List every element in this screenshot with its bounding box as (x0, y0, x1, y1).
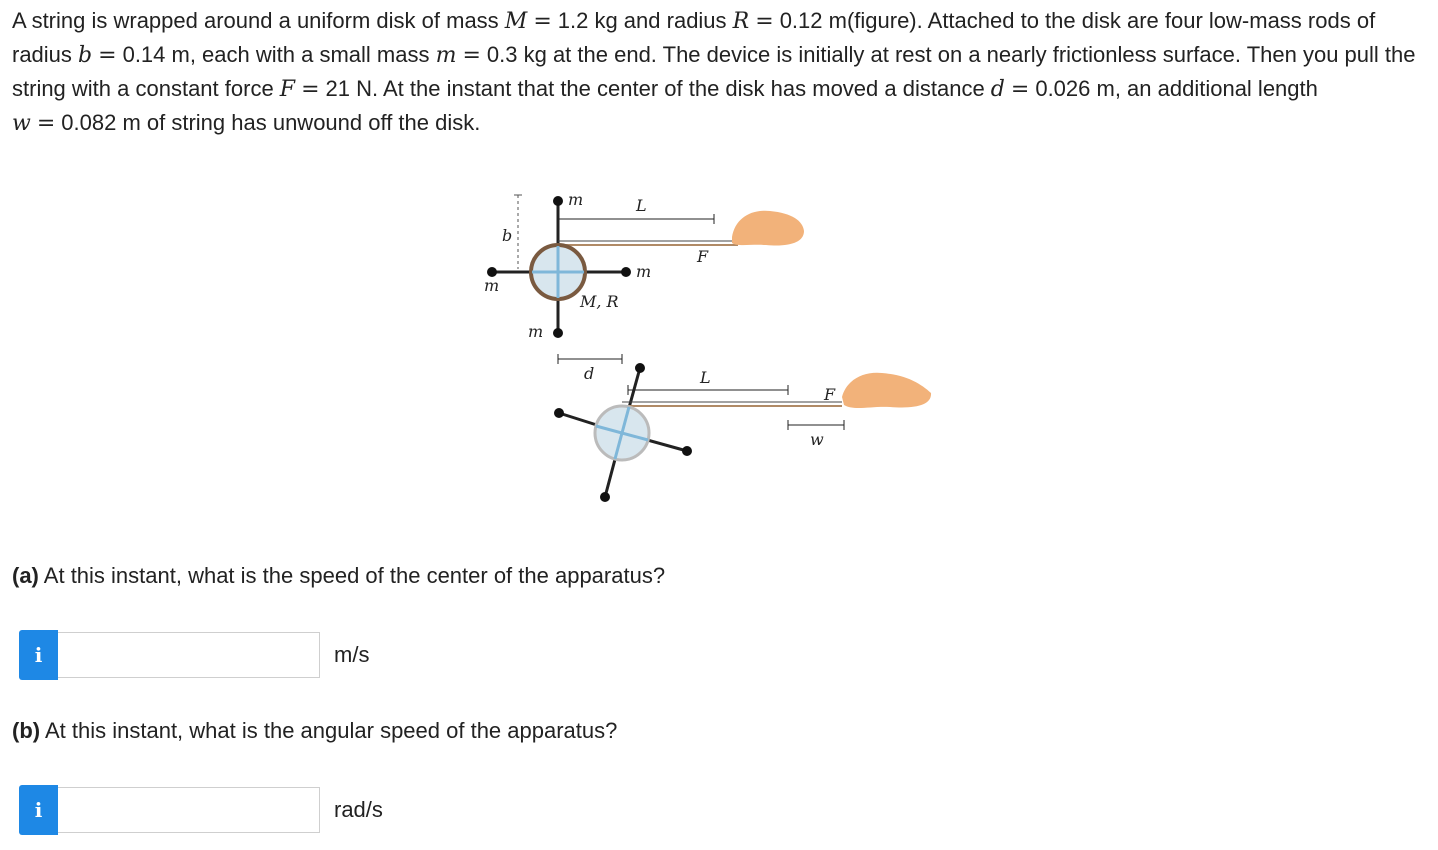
info-icon[interactable]: i (19, 630, 58, 680)
problem-text-part: 0.026 m, an additional length (1035, 76, 1318, 101)
label-d: d (584, 364, 595, 383)
label-b: b (502, 226, 513, 245)
label-F: F (824, 385, 836, 404)
problem-text-part: A string is wrapped around a uniform disk of mass (12, 8, 505, 33)
point-mass (682, 446, 692, 456)
point-mass (635, 363, 645, 373)
initial-apparatus (484, 190, 804, 341)
label-m: m (636, 262, 652, 281)
symbol-M: M (504, 9, 528, 34)
equals-sign: = (36, 111, 56, 136)
label-m: m (528, 322, 544, 341)
problem-text-part: 1.2 kg and radius (557, 8, 733, 33)
answer-b-input[interactable] (58, 787, 320, 833)
label-MR: M, R (580, 292, 619, 311)
problem-text-part: 21 N. At the instant that the center of the disk has moved a distance (325, 76, 991, 101)
point-mass (621, 267, 631, 277)
answer-row-b (19, 785, 383, 835)
symbol-d: d (990, 77, 1005, 102)
equals-sign: = (755, 9, 774, 34)
question-b-label: (b) (12, 718, 41, 743)
problem-text-part: 0.082 m of string has unwound off the disk. (61, 110, 481, 135)
d-dimension (558, 354, 622, 383)
problem-text-part: 0.12 m(figure). Attached to the disk are four low-mass rods of radius (12, 8, 1376, 67)
label-m: m (484, 276, 500, 295)
question-a (12, 563, 665, 589)
equals-sign: = (301, 77, 320, 102)
symbol-b: b (78, 43, 93, 68)
displaced-apparatus (554, 363, 931, 502)
question-b-text: At this instant, what is the angular speed of the apparatus? (40, 718, 618, 743)
answer-row-a (19, 630, 369, 680)
info-icon[interactable]: i (19, 785, 58, 835)
point-mass (553, 328, 563, 338)
equals-sign: = (1010, 77, 1030, 102)
point-mass (600, 492, 610, 502)
question-a-text: At this instant, what is the speed of the center of the apparatus? (38, 563, 666, 588)
question-b (12, 718, 617, 744)
equals-sign: = (98, 43, 117, 68)
equals-sign: = (462, 43, 481, 68)
equals-sign: = (533, 9, 552, 34)
label-w: w (810, 430, 824, 449)
label-m: m (568, 190, 584, 209)
symbol-m: m (435, 43, 457, 68)
unit-label-b: rad/s (334, 797, 383, 822)
symbol-F: F (279, 77, 296, 102)
problem-text (12, 4, 1422, 140)
label-L: L (700, 368, 711, 387)
point-mass (553, 196, 563, 206)
hand-illustration (842, 373, 931, 408)
answer-a-input[interactable] (58, 632, 320, 678)
point-mass (554, 408, 564, 418)
problem-text-part: 0.3 kg at the end. The device is initially at rest on a nearly frictionless surface. Then you pull the string with a constant force (12, 42, 1416, 101)
label-F: F (697, 247, 709, 266)
problem-text-part: 0.14 m, each with a small mass (122, 42, 436, 67)
hand-illustration (732, 211, 804, 246)
question-a-label: (a) (12, 563, 39, 588)
symbol-R: R (732, 9, 750, 34)
apparatus-figure (470, 185, 940, 515)
label-L: L (636, 196, 647, 215)
unit-label-a: m/s (334, 642, 370, 667)
symbol-w: w (12, 111, 31, 136)
